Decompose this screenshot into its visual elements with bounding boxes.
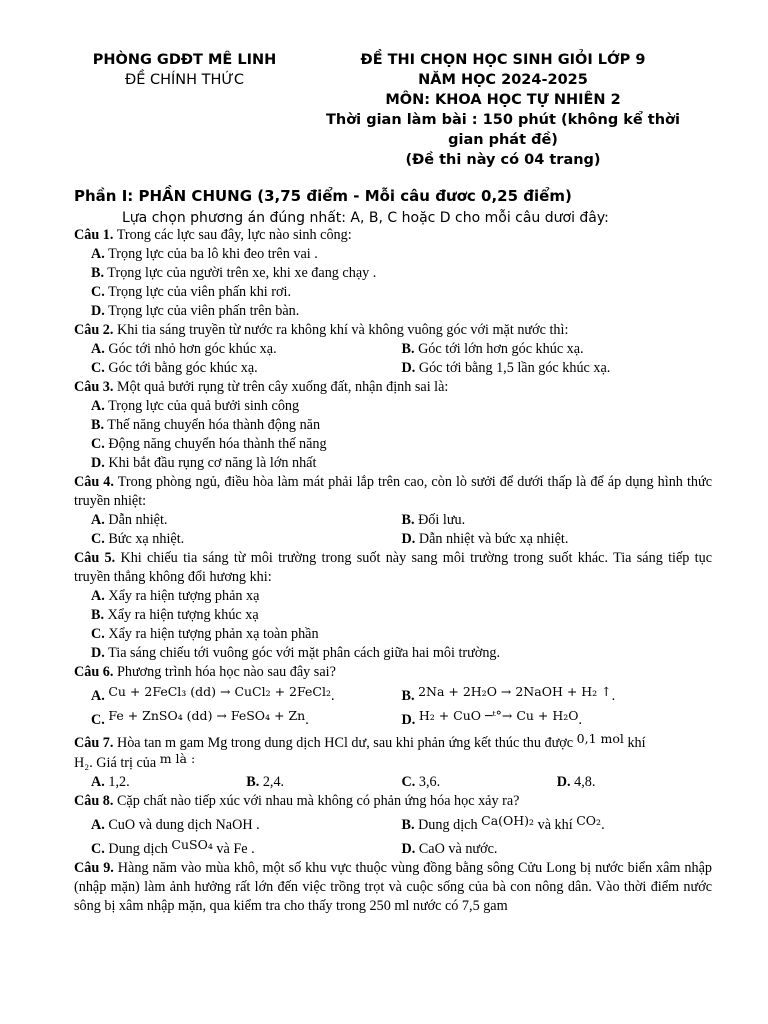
- q5-option-a: [91, 587, 712, 606]
- option-text: Xẩy ra hiện tượng phản xạ: [104, 588, 260, 604]
- q2-option-c: [91, 359, 402, 378]
- question-label: Câu 2.: [74, 322, 114, 338]
- question-2: [74, 321, 712, 340]
- q8-options-row-1: [91, 811, 712, 835]
- q4-option-c: [91, 530, 402, 549]
- equation: Cu + 2FeCl₃ (dd) → CuCl₂ + 2FeCl₂: [108, 684, 331, 699]
- option-letter: B.: [401, 817, 415, 833]
- formula: CO₂: [576, 813, 602, 828]
- option-text: Góc tới lớn hơn góc khúc xạ.: [414, 341, 584, 357]
- option-letter: D.: [91, 303, 105, 319]
- option-text: 1,2.: [104, 774, 130, 790]
- department-name: PHÒNG GDĐT MÊ LINH: [92, 52, 277, 68]
- question-text: Hàng năm vào mùa khô, một số khu vực thuộc vùng đồng bằng sông Cửu Long bị nước biển xâm nhập (nhập mặn) làm ảnh hưởng rất lớn đến việc trồng trọt và cuộc sống của bà con nông dân. Vào thời điểm nước sông bị xâm nhập mặn, qua kiểm tra cho thấy trong 250 ml nước có 7,5 gam: [74, 860, 712, 914]
- option-letter: C.: [91, 436, 105, 452]
- question-7-line-2: [74, 753, 712, 773]
- q3-option-d: [91, 454, 712, 473]
- q7-option-d: [557, 773, 712, 792]
- option-text: Góc tới bằng 1,5 lần góc khúc xạ.: [415, 360, 611, 376]
- question-9: [74, 859, 712, 916]
- option-text: Góc tới bằng góc khúc xạ.: [104, 360, 258, 376]
- option-text: Đối lưu.: [414, 512, 466, 528]
- option-letter: A.: [91, 688, 105, 704]
- option-text: Dung dịch: [104, 841, 172, 857]
- time-line-1: Thời gian làm bài : 150 phút (không kể thời: [326, 112, 680, 128]
- option-letter: C.: [91, 531, 105, 547]
- option-letter: D.: [401, 712, 416, 728]
- question-label: Câu 8.: [74, 793, 114, 809]
- q5-option-d: [91, 644, 712, 663]
- equation: Fe + ZnSO₄ (dd) → FeSO₄ + Zn: [108, 708, 306, 723]
- q4-option-a: [91, 511, 402, 530]
- option-text: Dẫn nhiệt.: [104, 512, 168, 528]
- question-label: Câu 7.: [74, 735, 114, 751]
- question-text: Khi tia sáng truyền từ nước ra không khí và không vuông góc với mặt nước thì:: [113, 322, 569, 338]
- option-letter: A.: [91, 398, 105, 414]
- option-letter: A.: [91, 588, 105, 604]
- option-text: Dung dịch: [414, 817, 482, 833]
- question-text: Trong các lực sau đây, lực nào sinh công:: [113, 227, 352, 243]
- q8-options-row-2: [91, 835, 712, 859]
- question-label: Câu 9.: [74, 860, 114, 876]
- equation: H₂ + CuO ─ᵗ°→ Cu + H₂O: [418, 708, 579, 723]
- question-7: [74, 733, 712, 753]
- q4-option-b: [402, 511, 713, 530]
- option-letter: C.: [91, 360, 105, 376]
- equation: 2Na + 2H₂O → 2NaOH + H₂ ↑: [418, 684, 612, 699]
- option-text: Khi bắt đầu rụng cơ năng là lớn nhất: [104, 455, 317, 471]
- header-left: [72, 50, 297, 90]
- header-right: [308, 50, 698, 170]
- q2-options-row-2: [91, 359, 712, 378]
- option-letter: C.: [91, 841, 105, 857]
- option-text: Dẫn nhiệt và bức xạ nhiệt.: [415, 531, 569, 547]
- q1-option-b: [91, 264, 712, 283]
- q8-option-d: [402, 840, 713, 859]
- q2-option-a: [91, 340, 402, 359]
- q5-option-c: [91, 625, 712, 644]
- question-text: Cặp chất nào tiếp xúc với nhau mà không có phản ứng hóa học xảy ra?: [113, 793, 520, 809]
- q7-option-b: [246, 773, 401, 792]
- q6-option-b: B. 2Na + 2H₂O → 2NaOH + H₂ ↑.: [401, 684, 616, 704]
- q8-option-b: B. Dung dịch Ca(OH)₂ và khí CO₂.: [401, 813, 605, 833]
- q1-option-c: [91, 283, 712, 302]
- part-instruction: Lựa chọn phương án đúng nhất: A, B, C hoặc D cho mỗi câu dươi đây:: [122, 210, 609, 226]
- question-text: Hòa tan m gam Mg trong dung dịch HCl dư, sau khi phản ứng kết thúc thu được: [113, 735, 577, 751]
- option-letter: C.: [91, 626, 105, 642]
- option-text: CaO và nước.: [415, 841, 498, 857]
- option-text: Tia sáng chiếu tới vuông góc với mặt phân cách giữa hai môi trường.: [104, 645, 501, 661]
- part-title: Phần I: PHẦN CHUNG (3,75 điểm - Mỗi câu đươc 0,25 điểm): [74, 187, 572, 205]
- option-letter: A.: [91, 246, 105, 262]
- option-letter: B.: [401, 341, 415, 357]
- q6-option-c: C. Fe + ZnSO₄ (dd) → FeSO₄ + Zn.: [91, 708, 309, 728]
- question-text: Phương trình hóa học nào sau đây sai?: [113, 664, 336, 680]
- q8-option-c: [91, 839, 402, 859]
- q4-options-row-1: [91, 511, 712, 530]
- option-text: Trọng lực của viên phấn khi rơi.: [104, 284, 292, 300]
- time-line-2: gian phát đề): [448, 132, 558, 148]
- option-text: 2,4.: [259, 774, 285, 790]
- option-text: Xẩy ra hiện tượng khúc xạ: [104, 607, 259, 623]
- q8-option-a: [91, 816, 402, 835]
- option-text: 3,6.: [415, 774, 441, 790]
- option-text: Động năng chuyển hóa thành thế năng: [104, 436, 327, 452]
- q4-options-row-2: [91, 530, 712, 549]
- option-text: Trọng lực của ba lô khi đeo trên vai .: [104, 246, 318, 262]
- option-letter: A.: [91, 817, 105, 833]
- formula: Ca(OH)₂: [481, 813, 535, 828]
- formula: CuSO₄: [171, 837, 213, 852]
- question-label: Câu 3.: [74, 379, 114, 395]
- question-text: Trong phòng ngủ, điều hòa làm mát phải lắp trên cao, còn lò sưởi để dưới thấp là để áp dụng hình thức truyền nhiệt:: [74, 474, 712, 509]
- option-text: Trọng lực của viên phấn trên bàn.: [104, 303, 300, 319]
- page-count: (Đề thi này có 04 trang): [405, 152, 601, 168]
- amount-formula: 0,1 mol: [576, 731, 624, 746]
- option-text: và Fe .: [212, 841, 255, 857]
- option-letter: C.: [91, 284, 105, 300]
- option-letter: D.: [401, 360, 416, 376]
- option-text: CuO và dung dịch NaOH .: [104, 817, 260, 833]
- question-text: Một quả bưởi rụng từ trên cây xuống đất, nhận định sai là:: [113, 379, 449, 395]
- option-text: Thế năng chuyển hóa thành động năn: [104, 417, 321, 433]
- option-letter: B.: [91, 265, 105, 281]
- option-letter: B.: [91, 607, 105, 623]
- question-label: Câu 5.: [74, 550, 116, 566]
- question-3: [74, 378, 712, 397]
- option-letter: B.: [91, 417, 105, 433]
- option-text: Bức xạ nhiệt.: [104, 531, 185, 547]
- option-letter: D.: [91, 455, 105, 471]
- q7-option-c: [402, 773, 557, 792]
- option-letter: A.: [91, 774, 105, 790]
- option-letter: C.: [91, 712, 105, 728]
- q3-option-b: [91, 416, 712, 435]
- q1-option-a: [91, 245, 712, 264]
- question-label: Câu 6.: [74, 664, 114, 680]
- question-text: Khi chiếu tia sáng từ môi trường trong suốt này sang môi trường trong suốt khác. Tia sáng tiếp tục truyền thẳng không đổi hương khi:: [74, 550, 712, 585]
- question-4: [74, 473, 712, 511]
- q6-option-a: A. Cu + 2FeCl₃ (dd) → CuCl₂ + 2FeCl₂.: [91, 684, 335, 704]
- q2-option-b: [402, 340, 713, 359]
- option-text: Trọng lực của quả bưởi sinh công: [104, 398, 300, 414]
- question-6: [74, 663, 712, 682]
- q3-option-a: [91, 397, 712, 416]
- q1-option-d: [91, 302, 712, 321]
- q3-option-c: [91, 435, 712, 454]
- option-letter: D.: [401, 841, 416, 857]
- option-text: và khí: [534, 817, 577, 833]
- option-text: Góc tới nhỏ hơn góc khúc xạ.: [104, 341, 277, 357]
- q5-option-b: [91, 606, 712, 625]
- question-text: H₂. Giá trị của: [74, 755, 160, 771]
- option-letter: B.: [401, 512, 415, 528]
- exam-title: ĐỀ THI CHỌN HỌC SINH GIỎI LỚP 9: [360, 52, 646, 68]
- question-5: [74, 549, 712, 587]
- questions: [74, 226, 712, 916]
- q7-option-a: [91, 773, 246, 792]
- option-letter: D.: [556, 774, 571, 790]
- option-letter: A.: [91, 512, 105, 528]
- q6-options-row-1: [91, 682, 712, 706]
- question-label: Câu 4.: [74, 474, 114, 490]
- option-letter: B.: [401, 688, 415, 704]
- question-text-end: khí: [623, 735, 646, 751]
- q2-option-d: [402, 359, 713, 378]
- school-year: NĂM HỌC 2024-2025: [418, 72, 588, 88]
- official-label: ĐỀ CHÍNH THỨC: [125, 72, 244, 88]
- subject-line: MÔN: KHOA HỌC TỰ NHIÊN 2: [385, 92, 621, 108]
- option-letter: B.: [246, 774, 260, 790]
- question-label: Câu 1.: [74, 227, 114, 243]
- q2-options-row-1: [91, 340, 712, 359]
- option-text: Trọng lực của người trên xe, khi xe đang chạy .: [104, 265, 377, 281]
- option-letter: D.: [91, 645, 105, 661]
- option-text: 4,8.: [570, 774, 596, 790]
- q4-option-d: [402, 530, 713, 549]
- q7-options-row: [91, 773, 712, 792]
- option-letter: D.: [401, 531, 416, 547]
- question-1: [74, 226, 712, 245]
- question-8: [74, 792, 712, 811]
- option-letter: C.: [401, 774, 416, 790]
- q6-option-d: D. H₂ + CuO ─ᵗ°→ Cu + H₂O.: [401, 708, 583, 728]
- option-letter: A.: [91, 341, 105, 357]
- option-text: Xẩy ra hiện tượng phản xạ toàn phần: [104, 626, 319, 642]
- variable-formula: m là :: [159, 751, 196, 766]
- q6-options-row-2: [91, 706, 712, 730]
